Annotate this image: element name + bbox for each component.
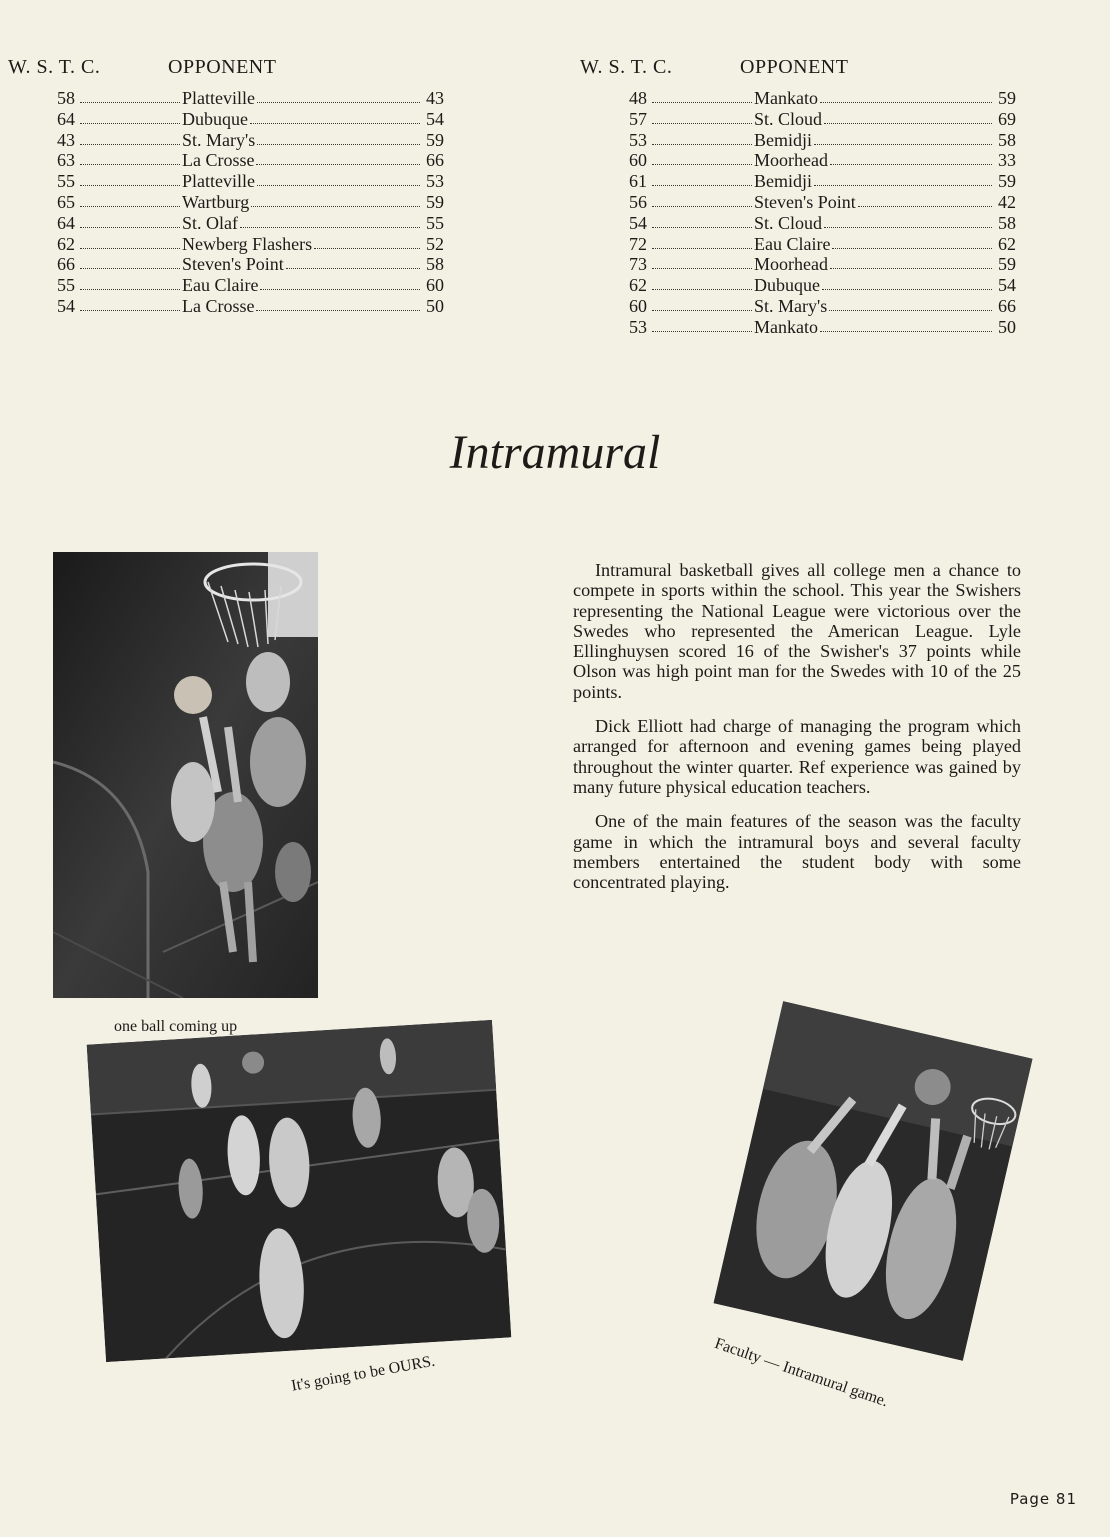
dot-leader: [251, 192, 420, 207]
opponent-score: 33: [998, 150, 1016, 171]
opponent-cell: [754, 192, 1016, 213]
dot-leader: [80, 123, 180, 124]
opponent-score: 69: [998, 108, 1016, 129]
score-row: [580, 254, 1016, 275]
dot-leader: [652, 331, 752, 332]
photo-going-to-be-ours-wrapper: [87, 1020, 512, 1362]
score-row: [580, 295, 1016, 317]
score-row: [8, 233, 444, 255]
photo-going-to-be-ours: [87, 1020, 512, 1362]
wstc-score: 53: [629, 316, 647, 337]
opponent-name: La Crosse: [182, 295, 255, 316]
wstc-score: 56: [629, 191, 647, 212]
wstc-score: 65: [57, 191, 75, 212]
opponent-cell: [754, 88, 1016, 109]
opponent-cell: [182, 150, 444, 171]
opponent-cell: [182, 213, 444, 234]
dot-leader: [824, 109, 992, 124]
wstc-score: 66: [57, 254, 75, 275]
dot-leader: [80, 164, 180, 165]
score-row: [8, 191, 444, 213]
opponent-cell: [754, 234, 1016, 255]
dot-leader: [652, 310, 752, 311]
section-title: Intramural: [449, 426, 661, 479]
score-row: [8, 88, 444, 109]
dot-leader: [814, 130, 992, 145]
opponent-name: St. Cloud: [754, 108, 823, 129]
right-score-table: [580, 56, 1016, 338]
dot-leader: [829, 296, 992, 311]
opponent-score: 53: [426, 171, 444, 192]
score-row: [580, 316, 1016, 338]
score-row: [580, 150, 1016, 171]
wstc-score: 43: [57, 129, 75, 150]
dot-leader: [832, 234, 992, 249]
opponent-cell: [182, 254, 444, 275]
opponent-cell: [182, 171, 444, 192]
opponent-score: 52: [426, 233, 444, 254]
caption-photo1: one ball coming up: [114, 1018, 238, 1035]
score-row: [580, 191, 1016, 213]
photo-faculty-game-wrapper: [713, 1001, 1032, 1361]
score-row: [580, 275, 1016, 296]
caption-photo3: Faculty — Intramural game.: [712, 1335, 891, 1411]
dot-leader: [652, 102, 752, 103]
dot-leader: [814, 171, 992, 186]
dot-leader: [830, 254, 992, 269]
opponent-score: 55: [426, 212, 444, 233]
opponent-score: 58: [998, 129, 1016, 150]
opponent-name: Mankato: [754, 316, 818, 337]
opponent-cell: [754, 171, 1016, 192]
page-number: Page 81: [1009, 1490, 1077, 1508]
opponent-cell: [182, 275, 444, 296]
opponent-cell: [754, 254, 1016, 275]
dot-leader: [80, 248, 180, 249]
wstc-score: 48: [629, 88, 647, 108]
opponent-name: Dubuque: [754, 275, 820, 296]
opponent-score: 59: [426, 129, 444, 150]
score-row: [8, 150, 444, 171]
wstc-score: 73: [629, 254, 647, 275]
opponent-cell: [182, 192, 444, 213]
opponent-cell: [182, 296, 444, 317]
opponent-score: 54: [998, 275, 1016, 296]
score-row: [580, 233, 1016, 255]
score-row: [8, 275, 444, 296]
wstc-score: 57: [629, 108, 647, 129]
opponent-cell: [182, 88, 444, 109]
opponent-cell: [754, 296, 1016, 317]
opponent-score: 50: [998, 316, 1016, 337]
wstc-score: 72: [629, 233, 647, 254]
dot-leader: [80, 227, 180, 228]
opponent-name: Platteville: [182, 88, 255, 108]
dot-leader: [820, 88, 992, 103]
opponent-score: 58: [426, 254, 444, 275]
photo-faculty-game: [713, 1001, 1032, 1361]
opponent-name: St. Mary's: [754, 295, 828, 316]
dot-leader: [257, 130, 420, 145]
header-opponent: OPPONENT: [740, 56, 849, 78]
opponent-name: Steven's Point: [182, 254, 284, 275]
opponent-cell: [182, 130, 444, 151]
wstc-score: 53: [629, 129, 647, 150]
header-wstc: W. S. T. C.: [8, 56, 101, 78]
dot-leader: [652, 164, 752, 165]
score-row: [8, 212, 444, 234]
score-row: [8, 108, 444, 130]
wstc-score: 58: [57, 88, 75, 108]
wstc-score: 60: [629, 295, 647, 316]
dot-leader: [240, 213, 420, 228]
score-row: [8, 295, 444, 317]
paragraph-3: One of the main features of the season was the faculty game in which the intramural boys and several faculty members entertained the student body with some concentrated playing.: [573, 811, 1021, 893]
dot-leader: [820, 317, 992, 332]
dot-leader: [314, 234, 420, 249]
opponent-score: 54: [426, 108, 444, 129]
dot-leader: [652, 227, 752, 228]
opponent-score: 50: [426, 295, 444, 316]
opponent-cell: [754, 150, 1016, 171]
dot-leader: [652, 268, 752, 269]
score-row: [580, 108, 1016, 130]
dot-leader: [652, 144, 752, 145]
wstc-score: 55: [57, 275, 75, 296]
opponent-name: Dubuque: [182, 108, 248, 129]
dot-leader: [256, 296, 420, 311]
opponent-cell: [754, 317, 1016, 338]
dot-leader: [80, 144, 180, 145]
paragraph-2: Dick Elliott had charge of managing the program which arranged for afternoon and evening games being played throughout the winter quarter. Ref experience was gained by many future physical education teachers.: [573, 716, 1021, 797]
photo-ball-coming-up: [53, 552, 318, 998]
opponent-name: St. Olaf: [182, 212, 238, 233]
opponent-cell: [754, 130, 1016, 151]
wstc-score: 64: [57, 212, 75, 233]
score-row: [8, 254, 444, 275]
wstc-score: 54: [57, 295, 75, 316]
opponent-name: Eau Claire: [182, 275, 259, 296]
header-opponent: OPPONENT: [168, 56, 277, 78]
score-row: [580, 171, 1016, 192]
opponent-name: Steven's Point: [754, 191, 856, 212]
dot-leader: [256, 150, 420, 165]
score-row: [580, 212, 1016, 234]
score-row: [8, 129, 444, 151]
wstc-score: 63: [57, 150, 75, 171]
wstc-score: 55: [57, 171, 75, 192]
dot-leader: [80, 206, 180, 207]
dot-leader: [858, 192, 992, 207]
opponent-cell: [182, 234, 444, 255]
left-table-rows: [8, 88, 444, 317]
wstc-score: 64: [57, 108, 75, 129]
dot-leader: [286, 254, 420, 269]
caption-photo2: It's going to be OURS.: [290, 1352, 437, 1395]
dot-leader: [80, 310, 180, 311]
dot-leader: [257, 171, 420, 186]
wstc-score: 54: [629, 212, 647, 233]
opponent-name: Eau Claire: [754, 233, 831, 254]
dot-leader: [652, 185, 752, 186]
dot-leader: [250, 109, 420, 124]
dot-leader: [824, 213, 992, 228]
opponent-score: 59: [426, 191, 444, 212]
dot-leader: [260, 275, 420, 290]
opponent-name: La Crosse: [182, 150, 255, 171]
dot-leader: [652, 289, 752, 290]
opponent-cell: [754, 275, 1016, 296]
dot-leader: [822, 275, 992, 290]
dot-leader: [830, 150, 992, 165]
dot-leader: [652, 248, 752, 249]
opponent-score: 58: [998, 212, 1016, 233]
wstc-score: 61: [629, 171, 647, 192]
dot-leader: [80, 289, 180, 290]
dot-leader: [257, 88, 420, 103]
opponent-score: 43: [426, 88, 444, 108]
opponent-score: 66: [998, 295, 1016, 316]
opponent-name: St. Mary's: [182, 129, 256, 150]
opponent-score: 60: [426, 275, 444, 296]
opponent-name: Bemidji: [754, 129, 812, 150]
opponent-score: 59: [998, 171, 1016, 192]
opponent-score: 42: [998, 191, 1016, 212]
left-score-table: [8, 56, 444, 317]
article-body: [573, 560, 1021, 906]
dot-leader: [80, 102, 180, 103]
opponent-name: Mankato: [754, 88, 818, 108]
dot-leader: [80, 185, 180, 186]
wstc-score: 60: [629, 150, 647, 171]
opponent-name: St. Cloud: [754, 212, 823, 233]
opponent-score: 59: [998, 88, 1016, 108]
left-table-header: [8, 56, 438, 80]
dot-leader: [80, 268, 180, 269]
wstc-score: 62: [57, 233, 75, 254]
opponent-cell: [754, 109, 1016, 130]
right-table-rows: [580, 88, 1016, 338]
score-row: [580, 129, 1016, 151]
opponent-score: 62: [998, 233, 1016, 254]
opponent-name: Moorhead: [754, 150, 828, 171]
opponent-name: Platteville: [182, 171, 255, 192]
paragraph-1: Intramural basketball gives all college men a chance to compete in sports within the school. This year the Swishers representing the National League were victorious over the Swedes who represented the American League. Lyle Ellinghuysen scored 16 of the Swisher's 37 points while Olson was high point man for the Swedes with 10 of the 25 points.: [573, 560, 1021, 702]
opponent-name: Bemidji: [754, 171, 812, 192]
wstc-score: 62: [629, 275, 647, 296]
opponent-cell: [182, 109, 444, 130]
right-table-header: [580, 56, 1010, 80]
opponent-cell: [754, 213, 1016, 234]
opponent-score: 59: [998, 254, 1016, 275]
dot-leader: [652, 123, 752, 124]
opponent-name: Wartburg: [182, 191, 250, 212]
header-wstc: W. S. T. C.: [580, 56, 673, 78]
opponent-name: Moorhead: [754, 254, 828, 275]
opponent-score: 66: [426, 150, 444, 171]
dot-leader: [652, 206, 752, 207]
score-row: [8, 171, 444, 192]
opponent-name: Newberg Flashers: [182, 233, 313, 254]
score-row: [580, 88, 1016, 109]
